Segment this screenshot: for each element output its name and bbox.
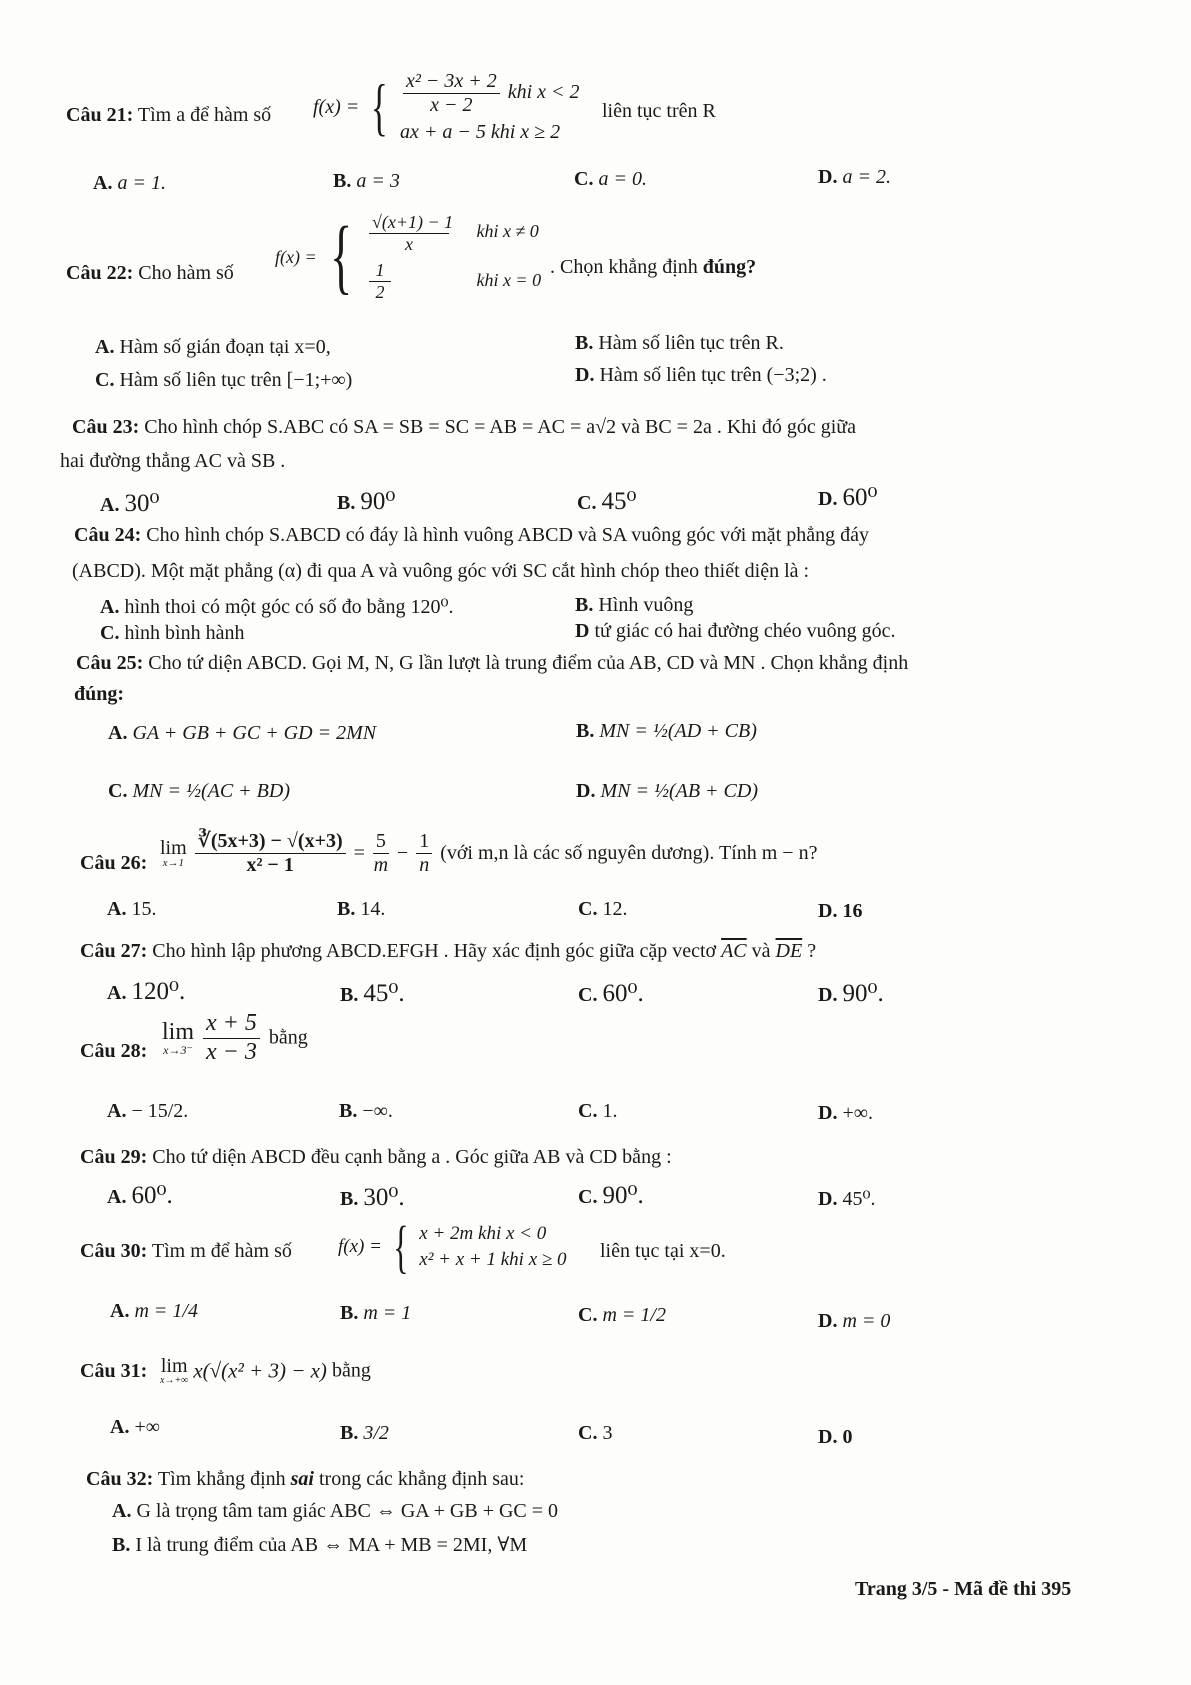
answer-d[interactable]: D. 90⁰.: [818, 980, 884, 1007]
answer-a[interactable]: A. 120⁰.: [107, 978, 186, 1005]
answer-b[interactable]: B. 90⁰: [337, 488, 396, 515]
answer-c[interactable]: C. 3: [578, 1422, 613, 1444]
answer-c[interactable]: C. 12.: [578, 898, 628, 920]
answer-c[interactable]: C. m = 1/2: [578, 1304, 666, 1326]
question-24-line1: Cho hình chóp S.ABCD có đáy là hình vuông ABCD và SA vuông góc với mặt phẳng đáy: [146, 524, 869, 546]
answer-d[interactable]: D. 16: [818, 900, 863, 922]
answer-c[interactable]: C. 90⁰.: [578, 1182, 644, 1209]
answer-b[interactable]: B. 30⁰.: [340, 1184, 405, 1211]
answer-a[interactable]: A. a = 1.: [93, 172, 166, 194]
page-footer: Trang 3/5 - Mã đề thi 395: [855, 1578, 1072, 1600]
question-22-tail: . Chọn khẳng định đúng?: [550, 256, 757, 278]
answer-d[interactable]: D. 45⁰.: [818, 1188, 876, 1210]
answer-c[interactable]: C. 1.: [578, 1100, 618, 1122]
answer-b[interactable]: B. I là trung điểm của AB ⇔ MA + MB = 2MI, ∀M: [112, 1534, 528, 1556]
answer-a[interactable]: A. m = 1/4: [110, 1300, 198, 1322]
answer-d[interactable]: D. 60⁰: [818, 484, 878, 511]
question-32-label: Câu 32:: [86, 1468, 154, 1490]
answer-d[interactable]: D. Hàm số liên tục trên (−3;2) .: [575, 364, 827, 386]
answer-c[interactable]: C. 60⁰.: [578, 980, 644, 1007]
answer-a[interactable]: A. 15.: [107, 898, 157, 920]
question-26-label: Câu 26:: [80, 852, 148, 874]
answer-a[interactable]: A. G là trọng tâm tam giác ABC ⇔ GA + GB + GC = 0: [112, 1500, 559, 1522]
answer-a[interactable]: A. 30⁰: [100, 490, 160, 517]
answer-a[interactable]: A. 60⁰.: [107, 1182, 173, 1209]
answer-d[interactable]: D. MN = ½(AB + CD): [576, 780, 758, 802]
question-24-line2: (ABCD). Một mặt phẳng (α) đi qua A và vuông góc với SC cắt hình chóp theo thiết diện là :: [72, 560, 810, 582]
answer-b[interactable]: B. a = 3: [333, 170, 400, 192]
answer-d[interactable]: D. 0: [818, 1426, 853, 1448]
question-22-function: f(x) = { $\frac{√(x+1) - 1}{x}$ khi x ≠ 0 $\frac{1}{2}$ khi x = 0: [275, 210, 542, 304]
answer-a[interactable]: A. GA + GB + GC + GD = 2MN: [108, 722, 377, 744]
question-30-function: f(x) = { x + 2m khi x < 0 x² + x + 1 khi x ≥ 0: [338, 1214, 567, 1279]
answer-d[interactable]: D tứ giác có hai đường chéo vuông góc.: [575, 620, 896, 642]
answer-b[interactable]: B. Hình vuông: [575, 594, 694, 616]
question-27-stem: Cho hình lập phương ABCD.EFGH . Hãy xác định góc giữa cặp vectơ: [152, 940, 717, 962]
question-25-line1: Cho tứ diện ABCD. Gọi M, N, G lần lượt là trung điểm của AB, CD và MN . Chọn khẳng định: [148, 652, 909, 674]
vector-ac: $\overline{AC}$: [721, 940, 747, 962]
question-22-stem: Cho hàm số: [138, 262, 234, 284]
answer-b[interactable]: B. 14.: [337, 898, 386, 920]
answer-c[interactable]: C. 45⁰: [577, 488, 637, 515]
answer-a[interactable]: A. Hàm số gián đoạn tại x=0,: [95, 336, 331, 358]
question-27-label: Câu 27:: [80, 940, 148, 962]
answer-d[interactable]: D. m = 0: [818, 1310, 891, 1332]
question-30-stem: Tìm m để hàm số: [151, 1240, 292, 1262]
answer-a[interactable]: A. +∞: [110, 1416, 160, 1438]
answer-b[interactable]: B. −∞.: [339, 1100, 393, 1122]
question-23-line2: hai đường thẳng AC và SB .: [60, 450, 286, 472]
answer-b[interactable]: B. m = 1: [340, 1302, 412, 1324]
question-21-stem: Tìm a để hàm số: [137, 104, 272, 126]
question-28-limit: lim x→3⁻ $\frac{x + 5}{x - 3}$ bằng: [162, 1010, 308, 1065]
question-25-line2: đúng:: [74, 683, 125, 705]
answer-b[interactable]: B. Hàm số liên tục trên R.: [575, 332, 784, 354]
answer-a[interactable]: A. hình thoi có một góc có số đo bằng 120⁰.: [100, 596, 454, 618]
question-30-label: Câu 30:: [80, 1240, 148, 1262]
question-28-label: Câu 28:: [80, 1040, 148, 1062]
question-31-label: Câu 31:: [80, 1360, 148, 1382]
answer-b[interactable]: B. MN = ½(AD + CB): [576, 720, 757, 742]
question-22-label: Câu 22:: [66, 262, 134, 284]
answer-c[interactable]: C. MN = ½(AC + BD): [108, 780, 290, 802]
question-21-tail: liên tục trên R: [602, 100, 716, 122]
question-23-line1: Cho hình chóp S.ABC có SA = SB = SC = AB = AC = a√2 và BC = 2a . Khi đó góc giữa: [144, 416, 856, 438]
answer-c[interactable]: C. hình bình hành: [100, 622, 245, 644]
question-21-label: Câu 21:: [66, 104, 134, 126]
answer-b[interactable]: B. 45⁰.: [340, 980, 405, 1007]
answer-d[interactable]: D. +∞.: [818, 1102, 873, 1124]
answer-a[interactable]: A. − 15/2.: [107, 1100, 189, 1122]
vector-de: $\overline{DE}$: [775, 940, 803, 962]
question-26-limit: lim x→1 $\frac{∛(5x+3) - √(x+3)}{\text{x² − 1}}$ = $\frac{5}{m}$ − $\frac{1}{n}$ (với m,n là các số nguyên dương). Tính m − n?: [160, 830, 818, 876]
question-29-stem: Cho tứ diện ABCD đều cạnh bằng a . Góc giữa AB và CD bằng :: [152, 1146, 672, 1168]
question-30-tail: liên tục tại x=0.: [600, 1240, 726, 1262]
question-24-label: Câu 24:: [74, 524, 142, 546]
question-23-label: Câu 23:: [72, 416, 140, 438]
question-21-function: f(x) = { $\frac{\text{x² − 3x + 2}}{x - 2}$ khi x < 2 ax + a − 5 khi x ≥ 2: [313, 70, 580, 143]
answer-c[interactable]: C. Hàm số liên tục trên [−1;+∞): [95, 369, 353, 391]
answer-c[interactable]: C. a = 0.: [574, 168, 647, 190]
answer-d[interactable]: D. a = 2.: [818, 166, 891, 188]
question-25-label: Câu 25:: [76, 652, 144, 674]
question-29-label: Câu 29:: [80, 1146, 148, 1168]
answer-b[interactable]: B. 3/2: [340, 1422, 389, 1444]
question-31-limit: lim x→+∞ x(√(x² + 3) − x) bằng: [160, 1355, 371, 1386]
